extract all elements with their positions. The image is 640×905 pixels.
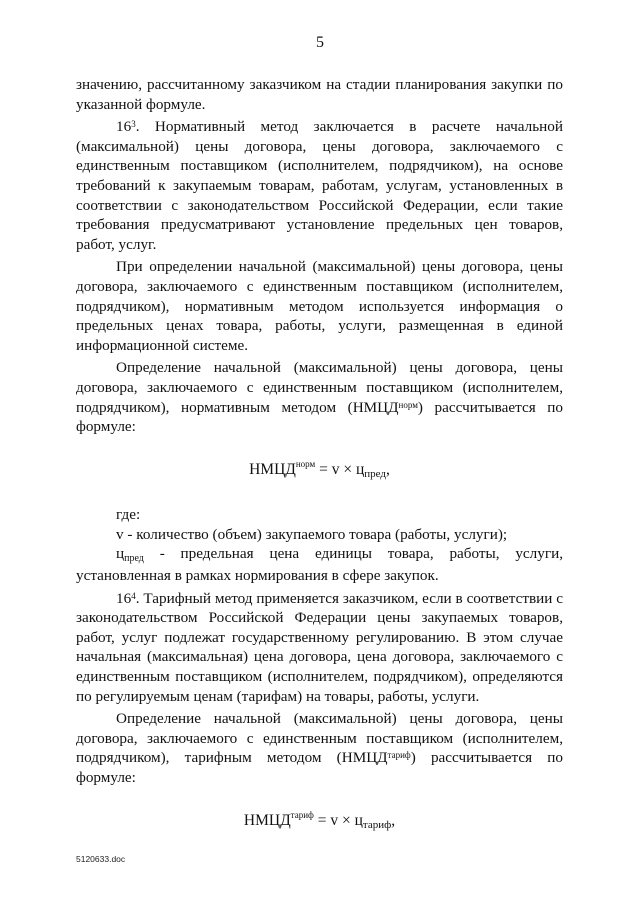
paragraph-normative-formula-intro xyxy=(76,358,563,436)
formula-tail: , xyxy=(391,811,396,829)
formula-lhs: НМЦД xyxy=(243,811,291,829)
formula-tail: , xyxy=(386,460,390,478)
paragraph-normative-info: При определении начальной (максимальной) цены договора, цены договора, заключаемого с единственным поставщиком (исполнителем, подрядчиком), нормативным методом используется информация о предельных ценах товара, работы, услуги, размещенная в единой информационной системе. xyxy=(76,258,563,354)
clause-text: . Нормативный метод заключается в расчете начальной (максимальной) цены договора, цены договора, заключаемого с единственным поставщиком (исполнителем, подрядчиком), на основе требований к закупаемым товарам, работам, услугам, установленных в соответствии с законодательством Российской Федерации, если такие требования предусматривают установление предельных цен товаров, работ, услуг. xyxy=(76,118,563,253)
def-word: предельная xyxy=(180,545,254,563)
clause-text: . Тарифный метод применяется заказчиком, если в соответствии с законодательством Российской Федерации цены закупаемых товаров, работ, услуг подлежат государственному регулированию. В этом случае начальная (максимальная) цена договора, цена договора, заключаемого с единственным поставщиком (исполнителем, подрядчиком), определяются по регулируемым ценам (тарифам) на товары, работы, услуги. xyxy=(76,589,563,705)
paragraph-continuation: значению, рассчитанному заказчиком на стадии планирования закупки по указанной формуле. xyxy=(76,76,563,113)
intro-text: Определение начальной (максимальной) цены договора, цены договора, заключаемого с единственным поставщиком (исполнителем, подрядчиком), тарифным методом (НМЦД xyxy=(76,710,563,767)
symbol-c: ц xyxy=(116,545,125,563)
def-word: - xyxy=(159,545,165,563)
clause-number: 16 xyxy=(116,118,132,136)
paragraph-tariff-formula-intro xyxy=(76,709,563,787)
def-word: цена xyxy=(269,545,300,563)
formula-lhs-superscript: тариф xyxy=(290,809,314,820)
intro-superscript: норм xyxy=(398,399,418,410)
clause-superscript: 4 xyxy=(131,590,136,601)
def-word: работы, xyxy=(449,545,500,563)
formula-subscript: пред xyxy=(364,467,387,480)
formula-lhs-superscript: норм xyxy=(295,458,316,469)
legend-def-c xyxy=(76,544,563,566)
intro-text-end: ) рассчитывается по формуле: xyxy=(76,749,563,786)
symbol-c-sub: пред xyxy=(124,553,144,565)
formula-subscript: тариф xyxy=(362,818,392,831)
legend-def-v: v - количество (объем) закупаемого товара (работы, услуги); xyxy=(116,525,508,543)
def-word: услуги, xyxy=(515,545,563,563)
footer-filename: 5120633.doc xyxy=(76,854,126,864)
document-body xyxy=(76,75,563,856)
formula-rhs: = v × ц xyxy=(313,811,363,829)
def-c-symbol xyxy=(116,544,144,566)
formula-rhs: = v × ц xyxy=(315,460,365,478)
clause-number: 16 xyxy=(116,589,132,607)
legend-def-c-continuation: установленная в рамках нормирования в сфере закупок. xyxy=(76,567,439,585)
paragraph-16-4 xyxy=(76,589,563,707)
page-number: 5 xyxy=(316,34,324,51)
legend-where: где: xyxy=(116,506,141,524)
def-word: единицы xyxy=(314,545,372,563)
formula-tariff xyxy=(76,811,563,833)
intro-superscript: тариф xyxy=(387,750,411,761)
paragraph-16-3 xyxy=(76,117,563,254)
clause-superscript: 3 xyxy=(131,119,136,130)
formula-normative xyxy=(76,460,563,482)
formula-lhs: НМЦД xyxy=(249,460,296,478)
formula-legend xyxy=(76,505,563,585)
intro-text: Определение начальной (максимальной) цены договора, цены договора, заключаемого с единственным поставщиком (исполнителем, подрядчиком), нормативным методом (НМЦД xyxy=(76,359,563,416)
def-word: товара, xyxy=(387,545,434,563)
intro-text-end: ) рассчитывается по формуле: xyxy=(76,398,563,436)
